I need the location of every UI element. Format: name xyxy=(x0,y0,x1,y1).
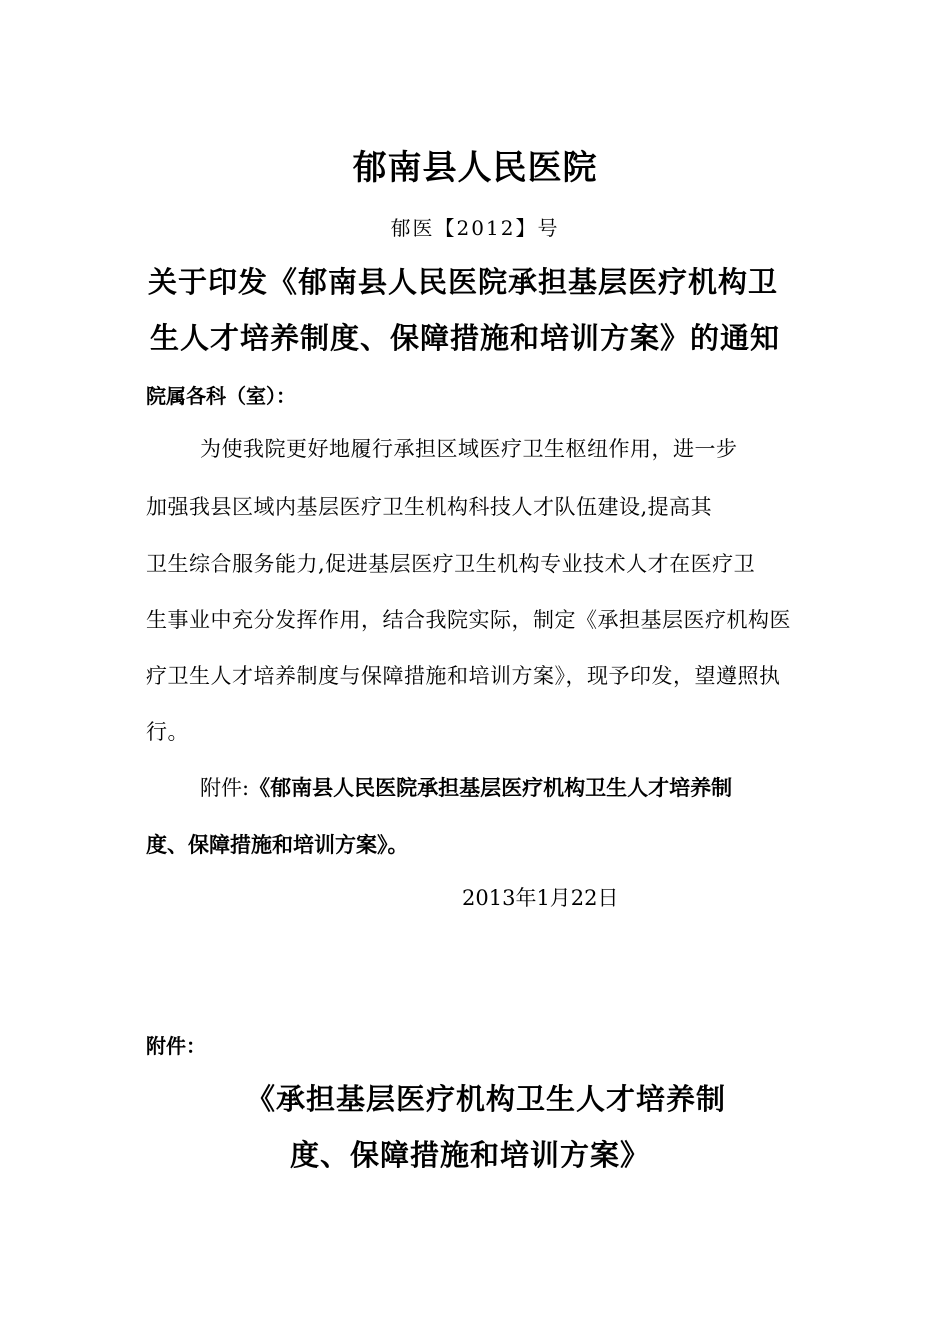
body-line: 行。 xyxy=(146,720,189,744)
body-line: 生事业中充分发挥作用，结合我院实际，制定《承担基层医疗机构医 xyxy=(146,608,791,632)
appendix-title-line-2: 度、保障措施和培训方案》 xyxy=(290,1138,651,1172)
notice-title-line-1: 关于印发《郁南县人民医院承担基层医疗机构卫 xyxy=(148,265,779,299)
attachment-label: 附件: xyxy=(200,776,250,800)
attachment-title-part-1: 《郁南县人民医院承担基层医疗机构卫生人才培养制 xyxy=(249,775,733,800)
document-number: 郁医【2012】号 xyxy=(390,216,560,240)
attachment-line-1 xyxy=(200,772,732,802)
appendix-label: 附件： xyxy=(146,1034,206,1058)
notice-title-line-2: 生人才培养制度、保障措施和培训方案》的通知 xyxy=(150,321,781,355)
body-line: 卫生综合服务能力,促进基层医疗卫生机构专业技术人才在医疗卫 xyxy=(146,552,756,576)
body-line: 加强我县区域内基层医疗卫生机构科技人才队伍建设,提高其 xyxy=(146,495,713,519)
body-line: 为使我院更好地履行承担区域医疗卫生枢纽作用，进一步 xyxy=(200,437,738,461)
attachment-title-part-2: 度、保障措施和培训方案》。 xyxy=(146,832,409,857)
organization-title: 郁南县人民医院 xyxy=(352,148,598,188)
body-line: 疗卫生人才培养制度与保障措施和培训方案》，现予印发，望遵照执 xyxy=(146,664,781,688)
addressee: 院属各科（室）： xyxy=(146,384,296,408)
issue-date: 2013年1月22日 xyxy=(462,886,619,910)
appendix-title-line-1: 《承担基层医疗机构卫生人才培养制 xyxy=(246,1082,727,1116)
